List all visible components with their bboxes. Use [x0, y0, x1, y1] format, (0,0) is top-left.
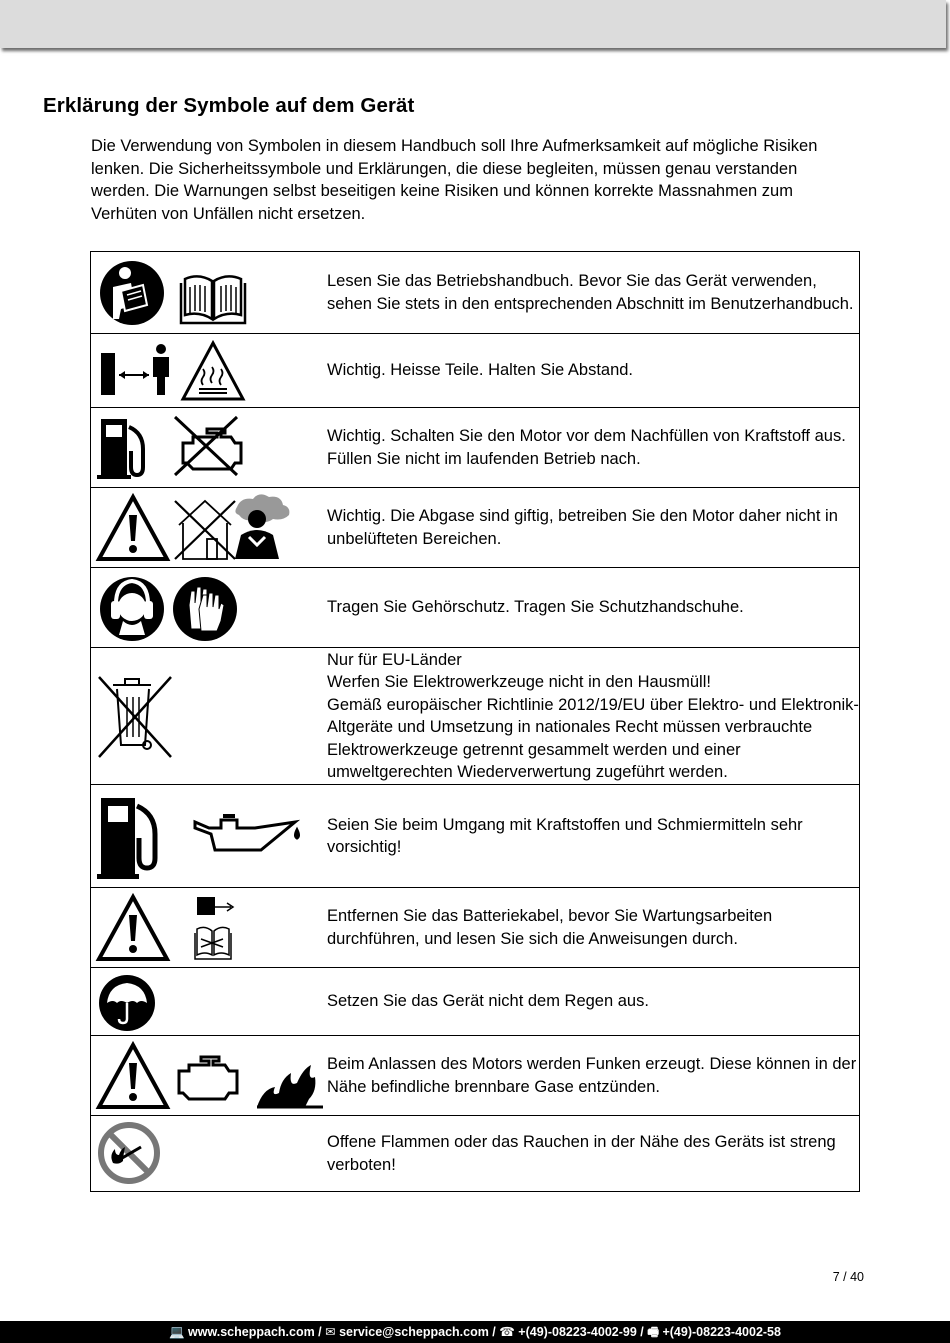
- table-row: [91, 968, 860, 1036]
- table-row: [91, 785, 860, 888]
- warning-triangle-icon: [99, 497, 167, 559]
- no-indoor-house-icon: [175, 501, 235, 559]
- warning-triangle-icon: [99, 1045, 167, 1107]
- icon-cell: [91, 968, 328, 1036]
- icon-cell: [91, 334, 328, 408]
- engine-icon: [179, 1057, 237, 1099]
- icon-cell: [91, 648, 328, 785]
- protective-gloves-icon: [173, 577, 237, 641]
- open-book-icon: [181, 276, 245, 323]
- ear-protection-icon: [100, 577, 164, 641]
- read-manual-icon: [100, 261, 164, 325]
- fuel-pump-icon: [97, 798, 155, 879]
- intro-paragraph: Die Verwendung von Symbolen in diesem Handbuch soll Ihre Aufmerksamkeit auf mögliche Risiken lenken. Die Sicherheitssymbole und Erklärungen, die diese begleiten, müssen genau verstanden werden. Die Warnungen selbst beseitigen keine Risiken und können korrekte Massnahmen zum Verhüten von Unfällen nicht ersetzen.: [91, 137, 818, 223]
- icon-cell: [91, 568, 328, 648]
- table-row: [91, 1116, 860, 1192]
- fuel-pump-icon: [97, 419, 143, 479]
- table-row: [91, 488, 860, 568]
- description-cell: Wichtig. Heisse Teile. Halten Sie Abstand.: [327, 334, 860, 408]
- battery-manual-icon: [195, 897, 233, 959]
- table-row: [91, 408, 860, 488]
- description-cell: Beim Anlassen des Motors werden Funken erzeugt. Diese können in der Nähe befindliche brennbare Gase entzünden.: [327, 1036, 860, 1116]
- table-row: [91, 334, 860, 408]
- description-cell: Setzen Sie das Gerät nicht dem Regen aus.: [327, 968, 860, 1036]
- keep-distance-icon: [101, 344, 169, 395]
- description-cell: Nur für EU-Länder Werfen Sie Elektrowerkzeuge nicht in den Hausmüll! Gemäß europäischer Richtlinie 2012/19/EU über Elektro- und Elektronik-Altgeräte und Umsetzung in nationales Recht müssen verbrauchte Elektrowerkzeuge getrennt gesammelt werden und einer umweltgerechten Wiederverwertung zugeführt werden.: [327, 648, 860, 785]
- table-row: [91, 648, 860, 785]
- symbols-table: [90, 251, 860, 1192]
- page-number: 7 / 40: [832, 1270, 864, 1284]
- table-row: [91, 888, 860, 968]
- icon-cell: [91, 1116, 328, 1192]
- icon-cell: [91, 888, 328, 968]
- page-title: Erklärung der Symbole auf dem Gerät: [43, 94, 415, 117]
- description-cell: Offene Flammen oder das Rauchen in der Nähe des Geräts ist streng verboten!: [327, 1116, 860, 1192]
- description-cell: Wichtig. Die Abgase sind giftig, betreiben Sie den Motor daher nicht in unbelüfteten Bereichen.: [327, 488, 860, 568]
- oil-can-icon: [195, 816, 299, 850]
- icon-cell: [91, 252, 328, 334]
- icon-cell: [91, 785, 328, 888]
- table-row: [91, 1036, 860, 1116]
- description-cell: Tragen Sie Gehörschutz. Tragen Sie Schutzhandschuhe.: [327, 568, 860, 648]
- warning-triangle-icon: [99, 897, 167, 959]
- description-cell: Lesen Sie das Betriebshandbuch. Bevor Sie das Gerät verwenden, sehen Sie stets in den entsprechenden Abschnitt im Benutzerhandbuch.: [327, 252, 860, 334]
- crossed-bin-icon: [99, 677, 171, 757]
- header-bar: [0, 0, 946, 48]
- icon-cell: [91, 1036, 328, 1116]
- description-cell: Seien Sie beim Umgang mit Kraftstoffen und Schmiermitteln sehr vorsichtig!: [327, 785, 860, 888]
- toxic-exhaust-icon: [235, 494, 289, 559]
- icon-cell: [91, 488, 328, 568]
- icon-cell: [91, 408, 328, 488]
- flames-icon: [257, 1065, 323, 1107]
- description-cell: Entfernen Sie das Batteriekabel, bevor Sie Wartungsarbeiten durchführen, und lesen Sie sich die Anweisungen durch.: [327, 888, 860, 968]
- engine-off-icon: [175, 417, 241, 475]
- no-open-flame-icon: [101, 1125, 157, 1181]
- table-row: [91, 568, 860, 648]
- description-cell: Wichtig. Schalten Sie den Motor vor dem Nachfüllen von Kraftstoff aus. Füllen Sie nicht im laufenden Betrieb nach.: [327, 408, 860, 488]
- footer-contact: 💻 www.scheppach.com / ✉ service@scheppach.com / ☎ +(49)-08223-4002-99 / 🖷 +(49)-08223-4002-58: [0, 1321, 950, 1343]
- table-row: [91, 252, 860, 334]
- umbrella-icon: [99, 975, 155, 1031]
- hot-surface-warning-icon: [183, 343, 243, 399]
